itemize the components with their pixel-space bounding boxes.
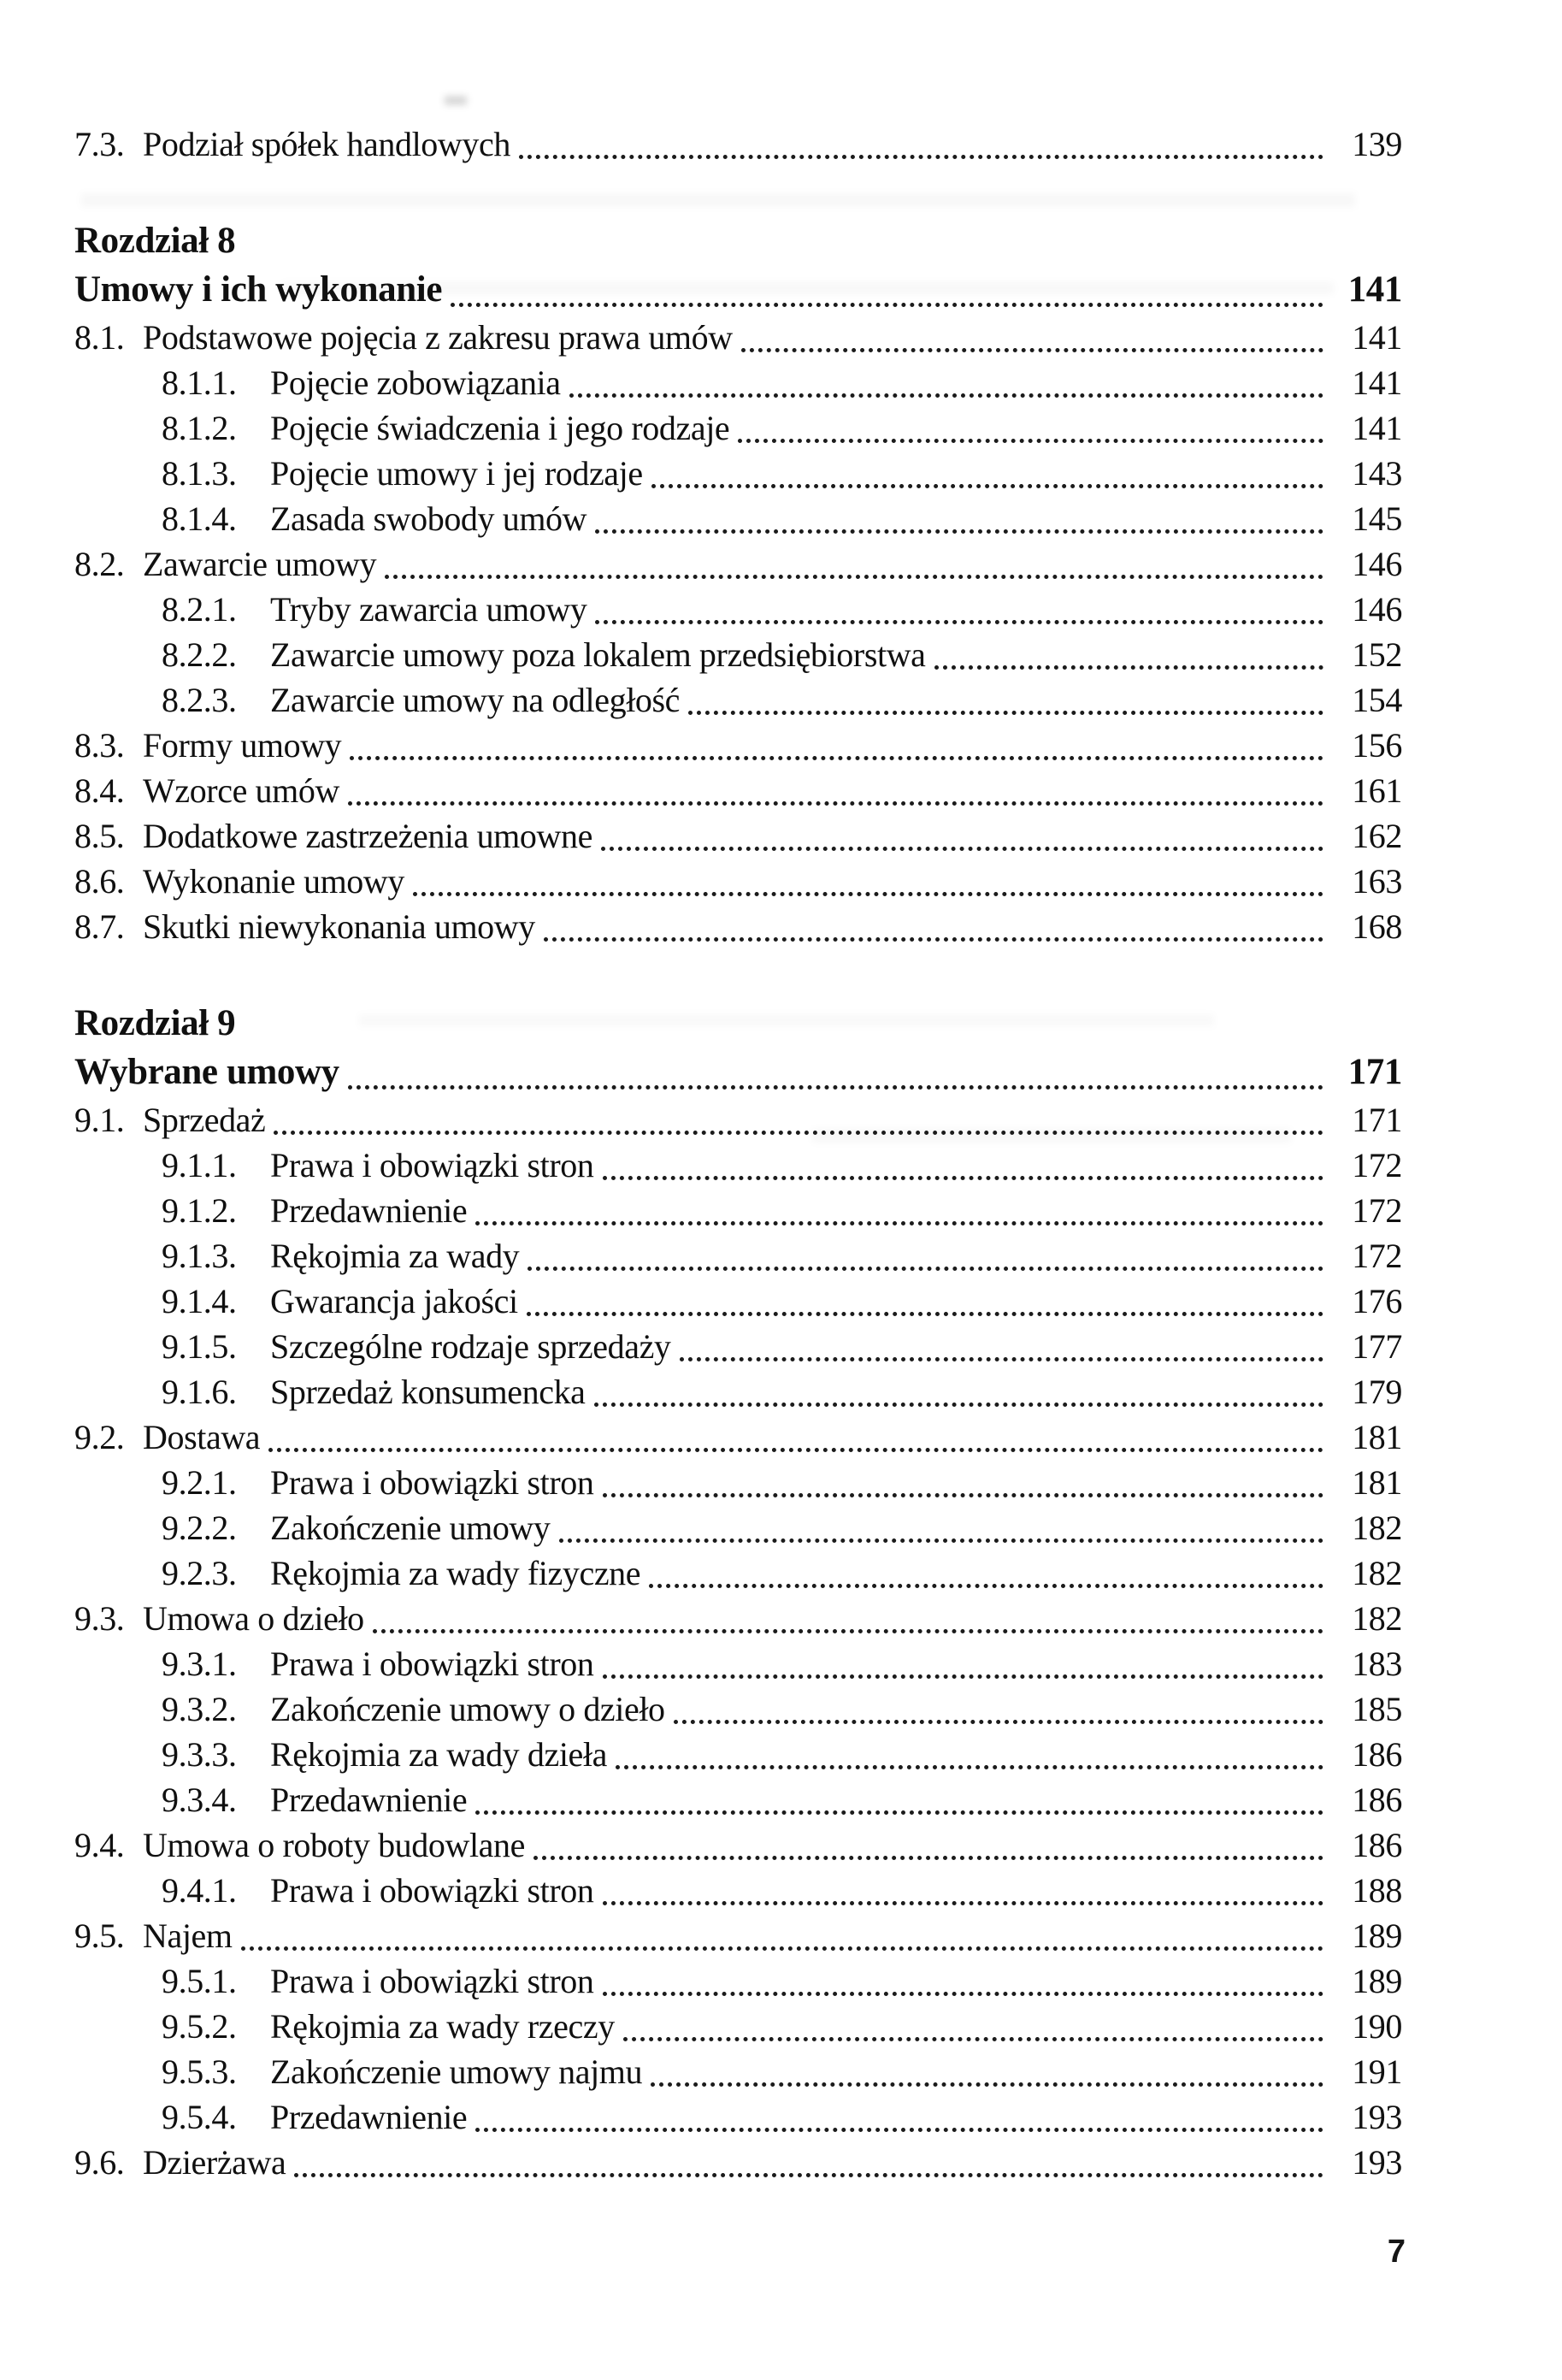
toc-entry-number: 8.1. — [74, 318, 125, 357]
toc-entry-row — [74, 1417, 1402, 1462]
toc-entry-label: Przedawnienie — [270, 1191, 468, 1230]
dotted-leader — [616, 1765, 1323, 1769]
toc-entry-row — [74, 1598, 1402, 1644]
toc-entry-label: Wykonanie umowy — [143, 862, 404, 901]
toc-entry-label: Dostawa — [143, 1418, 261, 1456]
toc-entry-label: Rękojmia za wady dzieła — [270, 1735, 607, 1774]
toc-entry-number: 9.2.2. — [162, 1509, 237, 1547]
toc-entry-label: Pojęcie zobowiązania — [270, 363, 561, 402]
toc-entry-row — [74, 453, 1402, 499]
toc-entry-page: 141 — [1352, 363, 1402, 402]
toc-entry-row — [74, 1734, 1402, 1780]
toc-entry-number: 7.3. — [74, 125, 125, 163]
dotted-leader — [385, 575, 1323, 579]
dotted-leader — [373, 1629, 1323, 1633]
toc-entry-page: 172 — [1352, 1146, 1402, 1184]
toc-entry-row — [74, 1870, 1402, 1916]
toc-entry-row — [74, 499, 1402, 544]
chapter-heading-row — [74, 220, 1402, 269]
toc-entry-label: Szczególne rodzaje sprzedaży — [270, 1327, 671, 1366]
toc-entry-page: 189 — [1352, 1916, 1402, 1955]
toc-entry-number: 9.3.4. — [162, 1781, 237, 1819]
toc-entry-label: Prawa i obowiązki stron — [270, 1463, 594, 1502]
toc-entry-page: 185 — [1352, 1690, 1402, 1728]
toc-entry-label: Skutki niewykonania umowy — [143, 907, 535, 946]
toc-entry-row — [74, 1236, 1402, 1281]
toc-entry-number: 9.2.3. — [162, 1554, 237, 1592]
toc-entry-page: 193 — [1352, 2143, 1402, 2182]
dotted-leader — [268, 1448, 1323, 1452]
toc-entry-row — [74, 771, 1402, 816]
toc-entry-page: 146 — [1352, 590, 1402, 629]
toc-entry-row — [74, 1553, 1402, 1598]
dotted-leader — [544, 937, 1323, 942]
toc-entry-label: Dodatkowe zastrzeżenia umowne — [143, 817, 592, 855]
toc-entry-row — [74, 1508, 1402, 1553]
toc-entry-row — [74, 544, 1402, 589]
toc-entry-number: 9.5.3. — [162, 2052, 237, 2091]
dotted-leader — [738, 439, 1323, 443]
dotted-leader — [603, 1493, 1324, 1497]
chapter-label: Wybrane umowy — [74, 1052, 339, 1092]
toc-entry-row — [74, 589, 1402, 635]
dotted-leader — [651, 484, 1323, 488]
dotted-leader — [601, 847, 1323, 851]
toc-entry-row — [74, 1145, 1402, 1190]
toc-entry-row — [74, 725, 1402, 771]
toc-entry-number: 9.1. — [74, 1101, 125, 1139]
dotted-leader — [680, 1357, 1323, 1361]
toc-entry-label: Najem — [143, 1916, 233, 1955]
toc-entry-number: 9.1.6. — [162, 1373, 237, 1411]
toc-entry-number: 9.3.1. — [162, 1645, 237, 1683]
toc-entry-row — [74, 1281, 1402, 1326]
footer-page-number: 7 — [1387, 2234, 1406, 2270]
toc-entry-row — [74, 1961, 1402, 2006]
toc-entry-page: 186 — [1352, 1781, 1402, 1819]
dotted-leader — [595, 620, 1323, 624]
toc-entry-row — [74, 680, 1402, 725]
toc-entry-page: 141 — [1352, 409, 1402, 447]
toc-entry-number: 8.7. — [74, 907, 125, 946]
toc-entry-number: 8.1.1. — [162, 363, 237, 402]
toc-entry-row — [74, 635, 1402, 680]
toc-entry-page: 181 — [1352, 1418, 1402, 1456]
toc-entry-number: 8.3. — [74, 726, 125, 765]
dotted-leader — [674, 1720, 1323, 1724]
dotted-leader — [274, 1131, 1323, 1135]
toc-entry-page: 183 — [1352, 1645, 1402, 1683]
dotted-leader — [533, 1856, 1323, 1860]
dotted-leader — [527, 1312, 1323, 1316]
toc-entry-row — [74, 2052, 1402, 2097]
toc-entry-page: 182 — [1352, 1554, 1402, 1592]
toc-entry-label: Pojęcie umowy i jej rodzaje — [270, 454, 643, 493]
dotted-leader — [294, 2173, 1323, 2177]
toc-entry-number: 9.1.3. — [162, 1237, 237, 1275]
toc-entry-label: Tryby zawarcia umowy — [270, 590, 587, 629]
toc-entry-row — [74, 317, 1402, 363]
toc-entry-number: 9.4.1. — [162, 1871, 237, 1910]
dotted-leader — [348, 801, 1323, 806]
toc-entry-label: Umowa o dzieło — [143, 1599, 364, 1638]
toc-entry-page: 186 — [1352, 1826, 1402, 1864]
toc-list — [74, 124, 1402, 2188]
toc-entry-page: 154 — [1352, 681, 1402, 719]
toc-entry-number: 9.5.4. — [162, 2098, 237, 2136]
toc-entry-number: 9.1.1. — [162, 1146, 237, 1184]
toc-entry-number: 9.1.4. — [162, 1282, 237, 1320]
toc-entry-page: 171 — [1347, 1052, 1402, 1092]
toc-entry-row — [74, 2006, 1402, 2052]
dotted-leader — [603, 1901, 1324, 1905]
toc-entry-row — [74, 2097, 1402, 2142]
dotted-leader — [651, 2082, 1323, 2087]
dotted-leader — [688, 711, 1323, 715]
dotted-leader — [350, 756, 1323, 760]
toc-entry-row — [74, 408, 1402, 453]
toc-entry-label: Rękojmia za wady — [270, 1237, 520, 1275]
toc-entry-row — [74, 1462, 1402, 1508]
toc-entry-label: Podstawowe pojęcia z zakresu prawa umów — [143, 318, 733, 357]
toc-entry-label: Umowa o roboty budowlane — [143, 1826, 525, 1864]
toc-entry-row — [74, 1825, 1402, 1870]
toc-entry-page: 193 — [1352, 2098, 1402, 2136]
toc-entry-page: 168 — [1352, 907, 1402, 946]
toc-entry-row — [74, 1372, 1402, 1417]
toc-entry-number: 9.3.2. — [162, 1690, 237, 1728]
toc-entry-page: 181 — [1352, 1463, 1402, 1502]
toc-entry-page: 188 — [1352, 1871, 1402, 1910]
toc-entry-label: Wzorce umów — [143, 771, 339, 810]
toc-entry-number: 9.2.1. — [162, 1463, 237, 1502]
toc-entry-label: Pojęcie świadczenia i jego rodzaje — [270, 409, 730, 447]
dotted-leader — [594, 1403, 1323, 1407]
toc-entry-page: 152 — [1352, 635, 1402, 674]
toc-entry-label: Rękojmia za wady fizyczne — [270, 1554, 641, 1592]
dotted-leader — [559, 1538, 1323, 1543]
toc-entry-page: 177 — [1352, 1327, 1402, 1366]
toc-entry-label: Podział spółek handlowych — [143, 125, 510, 163]
toc-entry-page: 141 — [1352, 318, 1402, 357]
toc-entry-page: 179 — [1352, 1373, 1402, 1411]
dotted-leader — [603, 1176, 1324, 1180]
toc-entry-label: Gwarancja jakości — [270, 1282, 518, 1320]
toc-entry-label: Prawa i obowiązki stron — [270, 1146, 594, 1184]
toc-entry-number: 8.4. — [74, 771, 125, 810]
toc-entry-number: 9.3. — [74, 1599, 125, 1638]
toc-entry-label: Dzierżawa — [143, 2143, 286, 2182]
dotted-leader — [569, 393, 1323, 398]
toc-entry-number: 8.1.2. — [162, 409, 237, 447]
toc-entry-label: Zawarcie umowy poza lokalem przedsiębiorstwa — [270, 635, 926, 674]
toc-entry-label: Rękojmia za wady rzeczy — [270, 2007, 615, 2046]
chapter-title-row — [74, 269, 1402, 317]
toc-entry-row — [74, 1916, 1402, 1961]
dotted-leader — [603, 1992, 1324, 1996]
toc-entry-label: Zakończenie umowy najmu — [270, 2052, 643, 2091]
dotted-leader — [741, 348, 1323, 352]
toc-entry-page: 182 — [1352, 1599, 1402, 1638]
chapter-label: Umowy i ich wykonanie — [74, 269, 442, 310]
toc-entry-label: Formy umowy — [143, 726, 342, 765]
toc-entry-page: 163 — [1352, 862, 1402, 901]
toc-entry-row — [74, 1644, 1402, 1689]
toc-entry-page: 156 — [1352, 726, 1402, 765]
dotted-leader — [603, 1674, 1324, 1679]
toc-entry-row — [74, 1326, 1402, 1372]
dotted-leader — [348, 1085, 1323, 1090]
toc-entry-row — [74, 2142, 1402, 2188]
toc-entry-label: Przedawnienie — [270, 1781, 468, 1819]
toc-entry-row — [74, 124, 1402, 169]
toc-entry-number: 9.1.5. — [162, 1327, 237, 1366]
toc-entry-number: 9.5. — [74, 1916, 125, 1955]
dotted-leader — [649, 1584, 1323, 1588]
toc-entry-page: 145 — [1352, 499, 1402, 538]
toc-entry-label: Prawa i obowiązki stron — [270, 1871, 594, 1910]
toc-entry-page: 172 — [1352, 1191, 1402, 1230]
toc-entry-page: 176 — [1352, 1282, 1402, 1320]
toc-entry-page: 189 — [1352, 1962, 1402, 2000]
toc-entry-number: 8.2.2. — [162, 635, 237, 674]
dotted-leader — [241, 1946, 1323, 1951]
toc-entry-row — [74, 1190, 1402, 1236]
toc-entry-row — [74, 816, 1402, 861]
toc-entry-page: 162 — [1352, 817, 1402, 855]
toc-entry-label: Sprzedaż konsumencka — [270, 1373, 586, 1411]
toc-entry-number: 9.5.2. — [162, 2007, 237, 2046]
toc-entry-page: 190 — [1352, 2007, 1402, 2046]
toc-entry-page: 191 — [1352, 2052, 1402, 2091]
toc-entry-label: Sprzedaż — [143, 1101, 266, 1139]
toc-entry-number: 9.6. — [74, 2143, 125, 2182]
toc-entry-page: 146 — [1352, 545, 1402, 583]
toc-entry-label: Zakończenie umowy o dzieło — [270, 1690, 665, 1728]
toc-entry-label: Prawa i obowiązki stron — [270, 1962, 594, 2000]
toc-entry-number: 9.1.2. — [162, 1191, 237, 1230]
toc-entry-label: Przedawnienie — [270, 2098, 468, 2136]
dotted-leader — [595, 529, 1323, 534]
toc-entry-number: 8.5. — [74, 817, 125, 855]
dotted-leader — [413, 892, 1323, 896]
toc-entry-label: Zakończenie umowy — [270, 1509, 551, 1547]
dotted-leader — [475, 1810, 1323, 1815]
dotted-leader — [475, 1221, 1323, 1225]
toc-entry-number: 8.2.3. — [162, 681, 237, 719]
toc-entry-page: 172 — [1352, 1237, 1402, 1275]
dotted-leader — [475, 2128, 1323, 2132]
toc-entry-row — [74, 1780, 1402, 1825]
toc-entry-row — [74, 907, 1402, 952]
toc-entry-page: 143 — [1352, 454, 1402, 493]
toc-entry-number: 9.5.1. — [162, 1962, 237, 2000]
dotted-leader — [623, 2037, 1323, 2041]
toc-entry-page: 139 — [1352, 125, 1402, 163]
toc-entry-number: 8.6. — [74, 862, 125, 901]
toc-entry-number: 8.1.4. — [162, 499, 237, 538]
chapter-label: Rozdział 9 — [74, 1003, 236, 1043]
toc-entry-row — [74, 1689, 1402, 1734]
toc-entry-label: Zawarcie umowy — [143, 545, 377, 583]
toc-entry-page: 182 — [1352, 1509, 1402, 1547]
toc-entry-label: Zawarcie umowy na odległość — [270, 681, 681, 719]
chapter-label: Rozdział 8 — [74, 221, 236, 261]
toc-entry-label: Prawa i obowiązki stron — [270, 1645, 594, 1683]
dotted-leader — [451, 303, 1323, 307]
toc-entry-number: 9.3.3. — [162, 1735, 237, 1774]
dotted-leader — [528, 1267, 1323, 1271]
toc-entry-row — [74, 363, 1402, 408]
chapter-heading-row — [74, 1002, 1402, 1051]
toc-entry-number: 8.2.1. — [162, 590, 237, 629]
dotted-leader — [519, 155, 1323, 159]
toc-entry-page: 171 — [1352, 1101, 1402, 1139]
dotted-leader — [934, 665, 1323, 670]
toc-entry-number: 8.2. — [74, 545, 125, 583]
toc-entry-number: 9.2. — [74, 1418, 125, 1456]
toc-entry-page: 161 — [1352, 771, 1402, 810]
chapter-title-row — [74, 1051, 1402, 1100]
toc-entry-row — [74, 861, 1402, 907]
toc-entry-page: 186 — [1352, 1735, 1402, 1774]
toc-entry-number: 8.1.3. — [162, 454, 237, 493]
toc-entry-number: 9.4. — [74, 1826, 125, 1864]
toc-entry-page: 141 — [1347, 269, 1402, 310]
toc-entry-row — [74, 1100, 1402, 1145]
toc-entry-label: Zasada swobody umów — [270, 499, 587, 538]
